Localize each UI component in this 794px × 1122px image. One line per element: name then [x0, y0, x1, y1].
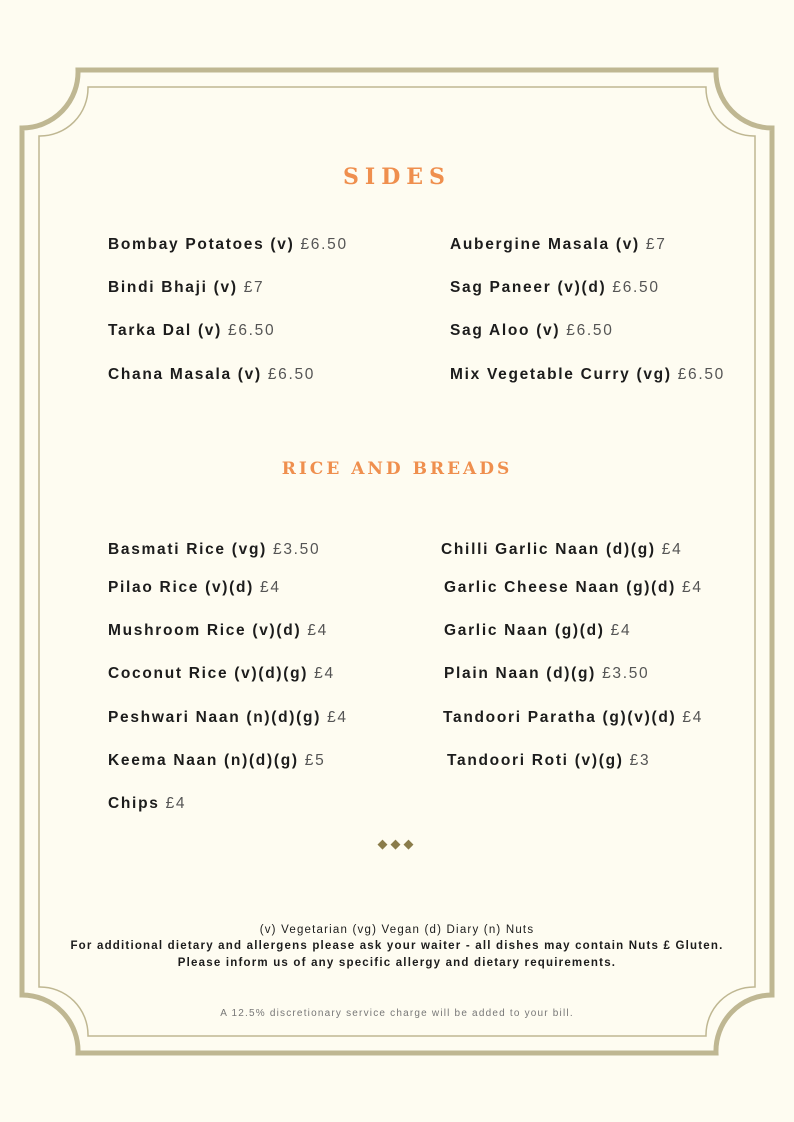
item-name: Bindi Bhaji (v)	[108, 279, 238, 296]
menu-item-bombay-potatoes	[108, 235, 348, 255]
menu-item-sag-aloo	[450, 321, 614, 341]
menu-item-sag-paneer	[450, 278, 660, 298]
menu-item-plain-naan	[444, 664, 649, 684]
menu-item-bindi-bhaji	[108, 278, 264, 298]
item-name: Chana Masala (v)	[108, 366, 262, 383]
item-price: £4	[661, 541, 683, 558]
item-name: Garlic Cheese Naan (g)(d)	[444, 579, 676, 596]
menu-item-pilao-rice	[108, 578, 281, 598]
menu-item-coconut-rice	[108, 664, 335, 684]
item-price: £3.50	[273, 541, 321, 558]
item-price: £4	[327, 709, 348, 726]
allergen-notice: For additional dietary and allergens please ask your waiter - all dishes may contain Nuts £ Gluten.	[70, 940, 724, 952]
service-charge-notice: A 12.5% discretionary service charge will be added to your bill.	[220, 1008, 574, 1019]
item-price: £4	[610, 622, 632, 639]
item-price: £7	[243, 279, 265, 296]
item-name: Mix Vegetable Curry (vg)	[450, 366, 672, 383]
item-name: Coconut Rice (v)(d)(g)	[108, 665, 309, 682]
item-name: Garlic Naan (g)(d)	[444, 622, 605, 639]
item-name: Tandoori Paratha (g)(v)(d)	[443, 709, 677, 726]
menu-item-chips	[108, 794, 186, 814]
menu-item-peshwari-naan	[108, 708, 348, 728]
item-price: £7	[645, 236, 667, 253]
item-price: £6.50	[228, 322, 276, 339]
item-price: £6.50	[267, 366, 316, 383]
item-name: Basmati Rice (vg)	[108, 541, 267, 558]
item-price: £6.50	[612, 279, 660, 296]
item-name: Tarka Dal (v)	[108, 322, 222, 339]
item-name: Tandoori Roti (v)(g)	[447, 752, 624, 769]
item-price: £5	[304, 752, 326, 769]
item-name: Keema Naan (n)(d)(g)	[108, 752, 299, 769]
menu-item-garlic-naan	[444, 621, 631, 641]
item-price: £4	[314, 665, 335, 682]
sides-section-title: SIDES	[343, 164, 451, 190]
item-name: Plain Naan (d)(g)	[444, 665, 597, 682]
item-name: Chilli Garlic Naan (d)(g)	[441, 541, 656, 558]
item-price: £6.50	[566, 322, 614, 339]
menu-item-chilli-garlic-naan	[441, 540, 682, 560]
menu-item-mix-vegetable-curry	[450, 365, 725, 385]
menu-item-chana-masala	[108, 365, 315, 385]
item-name: Aubergine Masala (v)	[450, 236, 640, 253]
menu-item-keema-naan	[108, 751, 325, 771]
item-price: £6.50	[300, 236, 348, 253]
item-price: £6.50	[677, 366, 725, 383]
item-price: £3	[629, 752, 651, 769]
item-price: £4	[165, 795, 187, 812]
item-name: Sag Aloo (v)	[450, 322, 561, 339]
item-name: Mushroom Rice (v)(d)	[108, 622, 302, 639]
item-name: Pilao Rice (v)(d)	[108, 579, 255, 596]
menu-item-mushroom-rice	[108, 621, 328, 641]
diamond-divider-icon: ◆◆◆	[377, 836, 417, 851]
menu-item-tandoori-roti	[447, 751, 650, 771]
item-name: Bombay Potatoes (v)	[108, 236, 295, 253]
item-price: £4	[682, 579, 703, 596]
item-price: £4	[307, 622, 328, 639]
menu-item-aubergine-masala	[450, 235, 667, 255]
item-price: £4	[682, 709, 704, 726]
menu-item-garlic-cheese-naan	[444, 578, 703, 598]
rice-breads-section-title: RICE AND BREADS	[281, 459, 513, 479]
item-price: £4	[260, 579, 281, 596]
item-price: £3.50	[602, 665, 650, 682]
menu-item-basmati-rice	[108, 540, 320, 560]
menu-item-tarka-dal	[108, 321, 275, 341]
item-name: Chips	[108, 795, 160, 812]
item-name: Sag Paneer (v)(d)	[450, 279, 607, 296]
allergy-request-notice: Please inform us of any specific allergy and dietary requirements.	[177, 957, 617, 969]
item-name: Peshwari Naan (n)(d)(g)	[108, 709, 322, 726]
dietary-legend: (v) Vegetarian (vg) Vegan (d) Diary (n) Nuts	[259, 924, 535, 936]
menu-item-tandoori-paratha	[443, 708, 703, 728]
